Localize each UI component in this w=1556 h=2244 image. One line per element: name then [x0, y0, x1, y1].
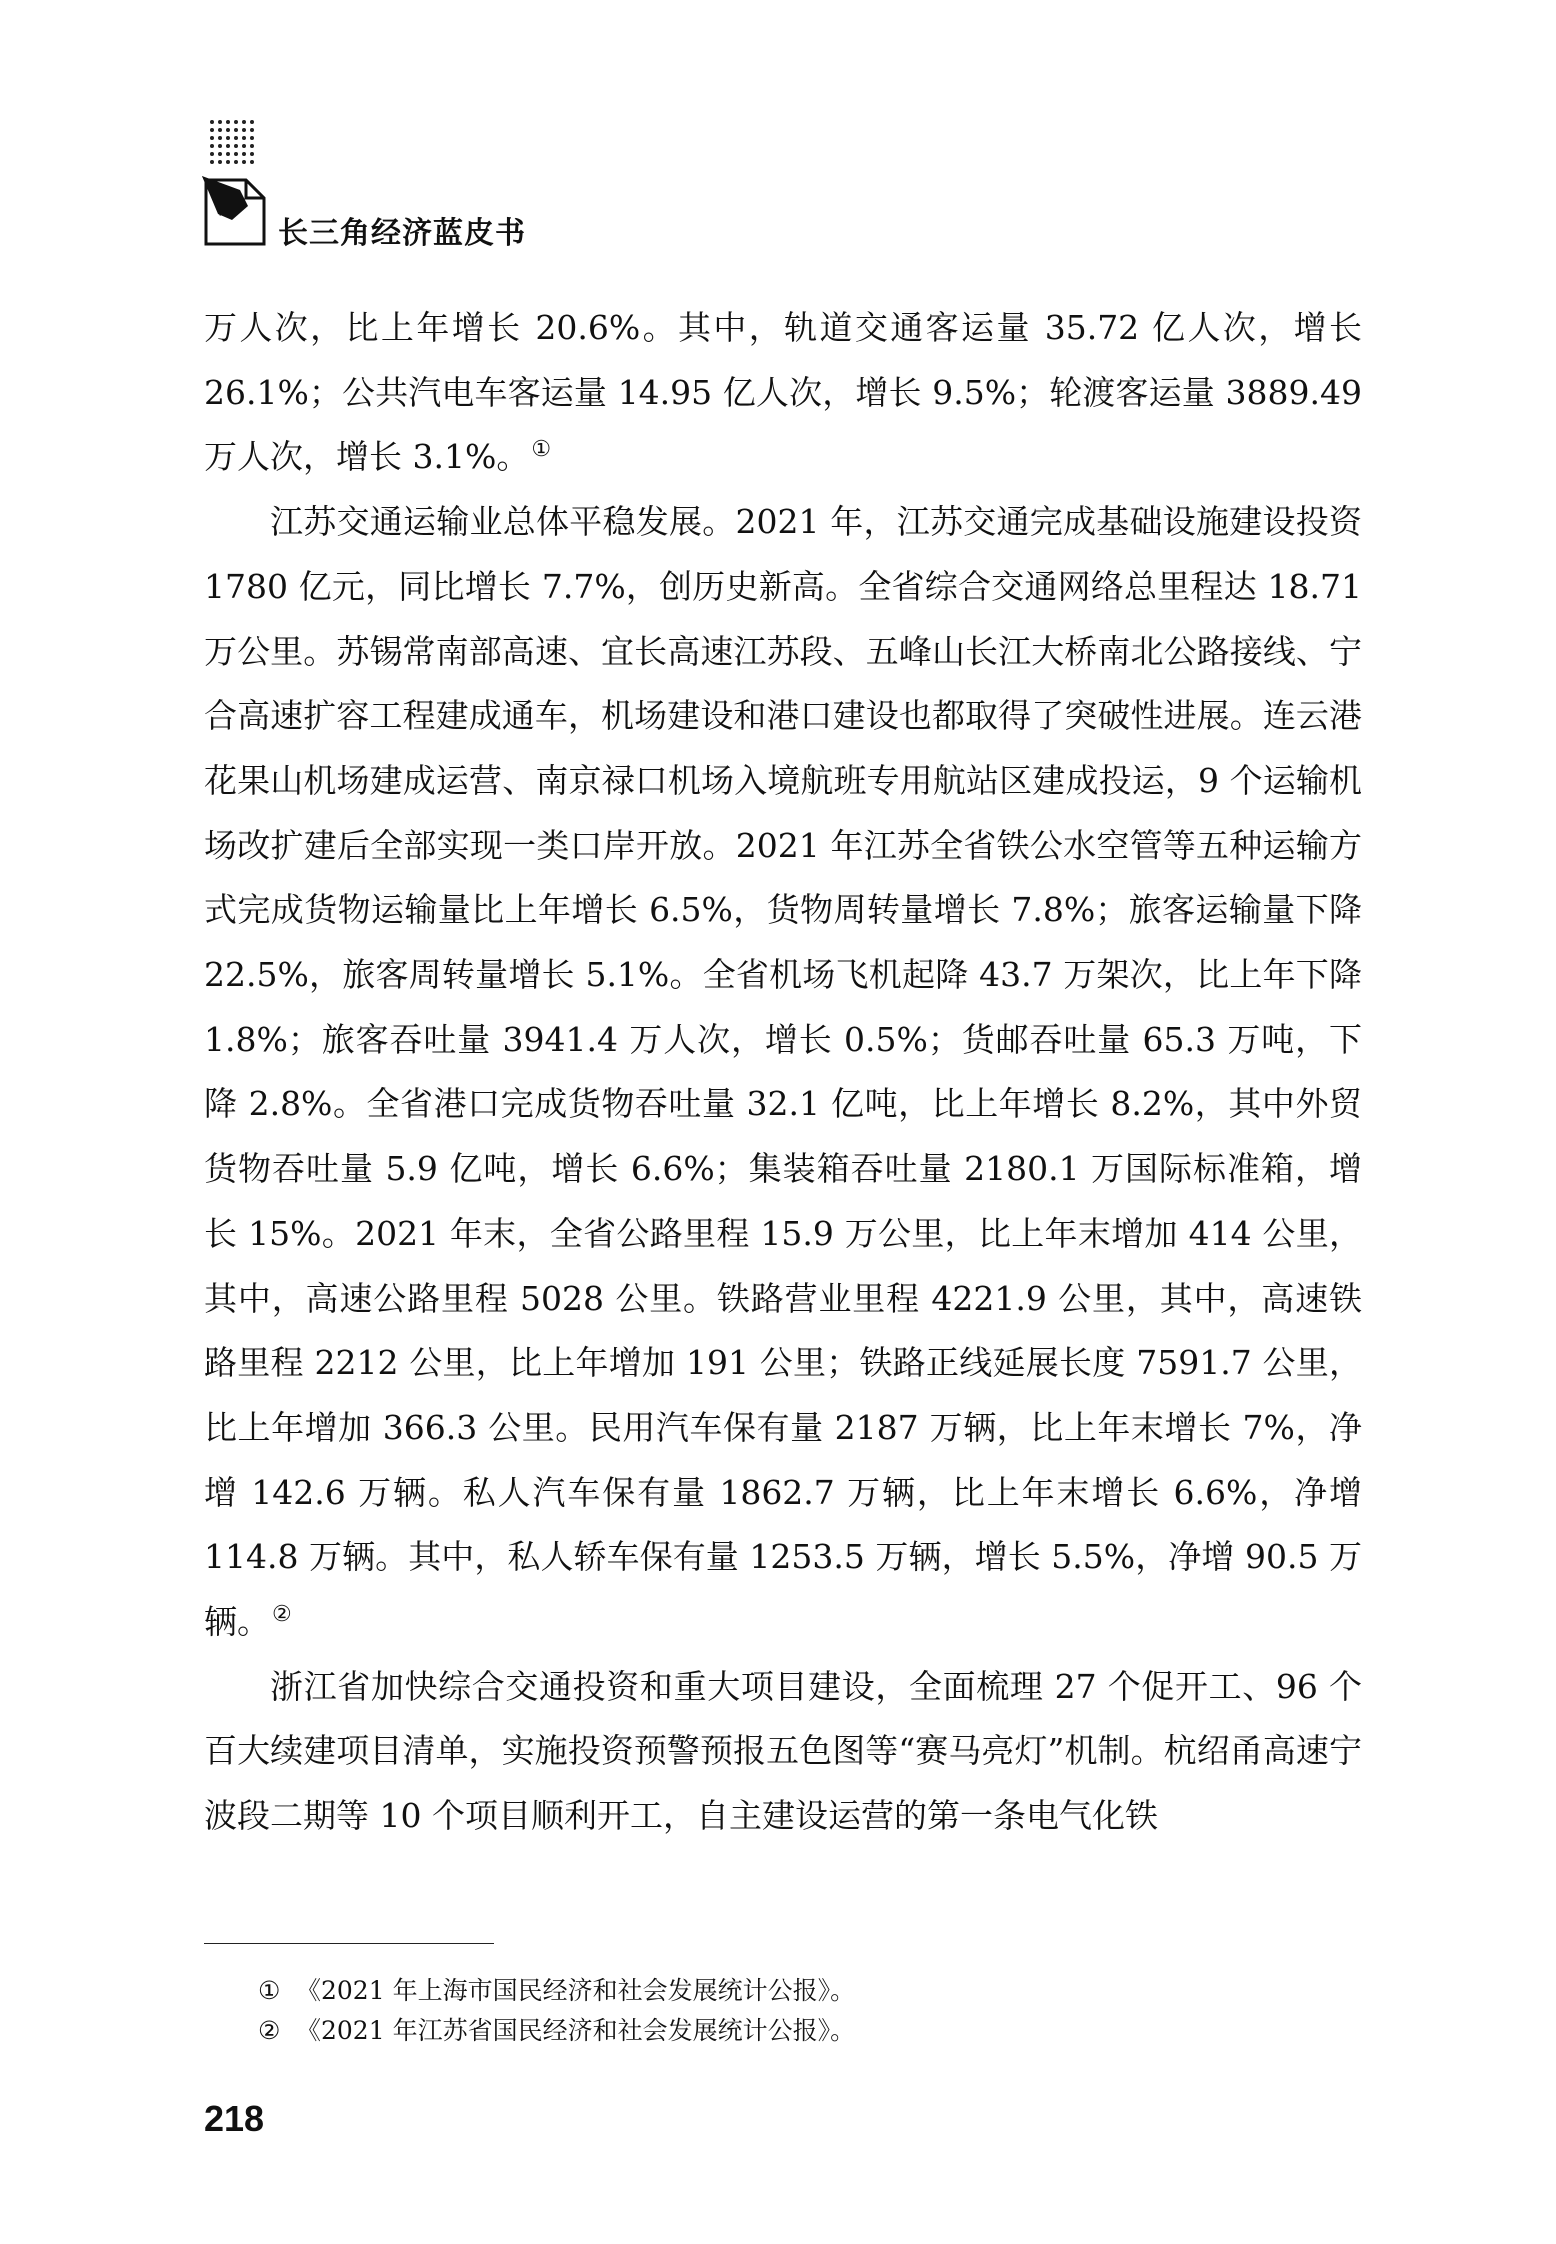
- dot: [218, 120, 222, 124]
- dot: [210, 160, 214, 164]
- paragraph: [204, 1655, 1362, 1849]
- dot: [234, 152, 238, 156]
- footnote-item: [258, 2011, 855, 2051]
- dot: [226, 152, 230, 156]
- footnote-divider: [204, 1943, 494, 1944]
- footnote-ref[interactable]: ①: [531, 437, 552, 463]
- dot: [210, 120, 214, 124]
- footnote-mark: ①: [258, 1976, 281, 2005]
- footnote-text: 《2021 年上海市国民经济和社会发展统计公报》。: [296, 1976, 856, 2005]
- dot: [242, 152, 246, 156]
- paragraph-text: 江苏交通运输业总体平稳发展。2021 年，江苏交通完成基础设施建设投资 1780 亿元，同比增长 7.7%，创历史新高。全省综合交通网络总里程达 18.71 万公里。苏锡常南部高速、宜长高速江苏段、五峰山长江大桥南北公路接线、宁合高速扩容工程建成通车，机场建设和港口建设也都取得了突破性进展。连云港花果山机场建成运营、南京禄口机场入境航班专用航站区建成投运，9 个运输机场改扩建后全部实现一类口岸开放。2021 年江苏全省铁公水空管等五种运输方式完成货物运输量比上年增长 6.5%，货物周转量增长 7.8%；旅客运输量下降 22.5%，旅客周转量增长 5.1%。全省机场飞机起降 43.7 万架次，比上年下降 1.8%；旅客吞吐量 3941.4 万人次，增长 0.5%；货邮吞吐量 65.3 万吨，下降 2.8%。全省港口完成货物吞吐量 32.1 亿吨，比上年增长 8.2%，其中外贸货物吞吐量 5.9 亿吨，增长 6.6%；集装箱吞吐量 2180.1 万国际标准箱，增长 15%。2021 年末，全省公路里程 15.9 万公里，比上年末增加 414 公里，其中，高速公路里程 5028 公里。铁路营业里程 4221.9 公里，其中，高速铁路里程 2212 公里，比上年增加 191 公里；铁路正线延展长度 7591.7 公里，比上年增加 366.3 公里。民用汽车保有量 2187 万辆，比上年末增长 7%，净增 142.6 万辆。私人汽车保有量 1862.7 万辆，比上年末增长 6.6%，净增 114.8 万辆。其中，私人轿车保有量 1253.5 万辆，增长 5.5%，净增 90.5 万辆。: [204, 502, 1362, 1642]
- dot: [226, 136, 230, 140]
- dot: [234, 128, 238, 132]
- footnote-ref[interactable]: ②: [272, 1602, 292, 1628]
- footnotes: [258, 1971, 855, 2051]
- dot: [250, 160, 254, 164]
- dot: [250, 136, 254, 140]
- footnote-item: [258, 1971, 855, 2011]
- dot: [218, 136, 222, 140]
- paragraph-text: 浙江省加快综合交通投资和重大项目建设，全面梳理 27 个促开工、96 个百大续建项目清单，实施投资预警预报五色图等“赛马亮灯”机制。杭绍甬高速宁波段二期等 10 个项目顺利开工，自主建设运营的第一条电气化铁: [204, 1666, 1362, 1836]
- running-header: [200, 120, 680, 260]
- dot: [234, 160, 238, 164]
- paragraph-text: 万人次，比上年增长 20.6%。其中，轨道交通客运量 35.72 亿人次，增长 26.1%；公共汽电车客运量 14.95 亿人次，增长 9.5%；轮渡客运量 3889.49 万人次，增长 3.1%。: [204, 308, 1362, 477]
- dot: [210, 144, 214, 148]
- folded-document-icon: [202, 176, 268, 248]
- book-title: 长三角经济蓝皮书: [278, 216, 526, 251]
- dot: [218, 144, 222, 148]
- dot: [242, 128, 246, 132]
- dot: [242, 160, 246, 164]
- dot: [234, 144, 238, 148]
- dot: [234, 136, 238, 140]
- dot: [226, 144, 230, 148]
- dot: [242, 144, 246, 148]
- dot: [210, 136, 214, 140]
- paragraph: [204, 490, 1362, 1655]
- dot: [234, 120, 238, 124]
- dot: [218, 160, 222, 164]
- footnote-text: 《2021 年江苏省国民经济和社会发展统计公报》。: [296, 2016, 856, 2045]
- dot: [218, 152, 222, 156]
- dot: [242, 120, 246, 124]
- body-text: [204, 296, 1362, 1849]
- page-number: 218: [204, 2098, 265, 2139]
- footnote-mark: ②: [258, 2016, 281, 2045]
- dot: [226, 120, 230, 124]
- dot: [242, 136, 246, 140]
- dot: [210, 128, 214, 132]
- dot: [250, 120, 254, 124]
- dot: [250, 144, 254, 148]
- dot: [210, 152, 214, 156]
- paragraph: [204, 296, 1362, 490]
- dot: [226, 128, 230, 132]
- dot: [250, 152, 254, 156]
- dot: [250, 128, 254, 132]
- dot: [218, 128, 222, 132]
- dot: [226, 160, 230, 164]
